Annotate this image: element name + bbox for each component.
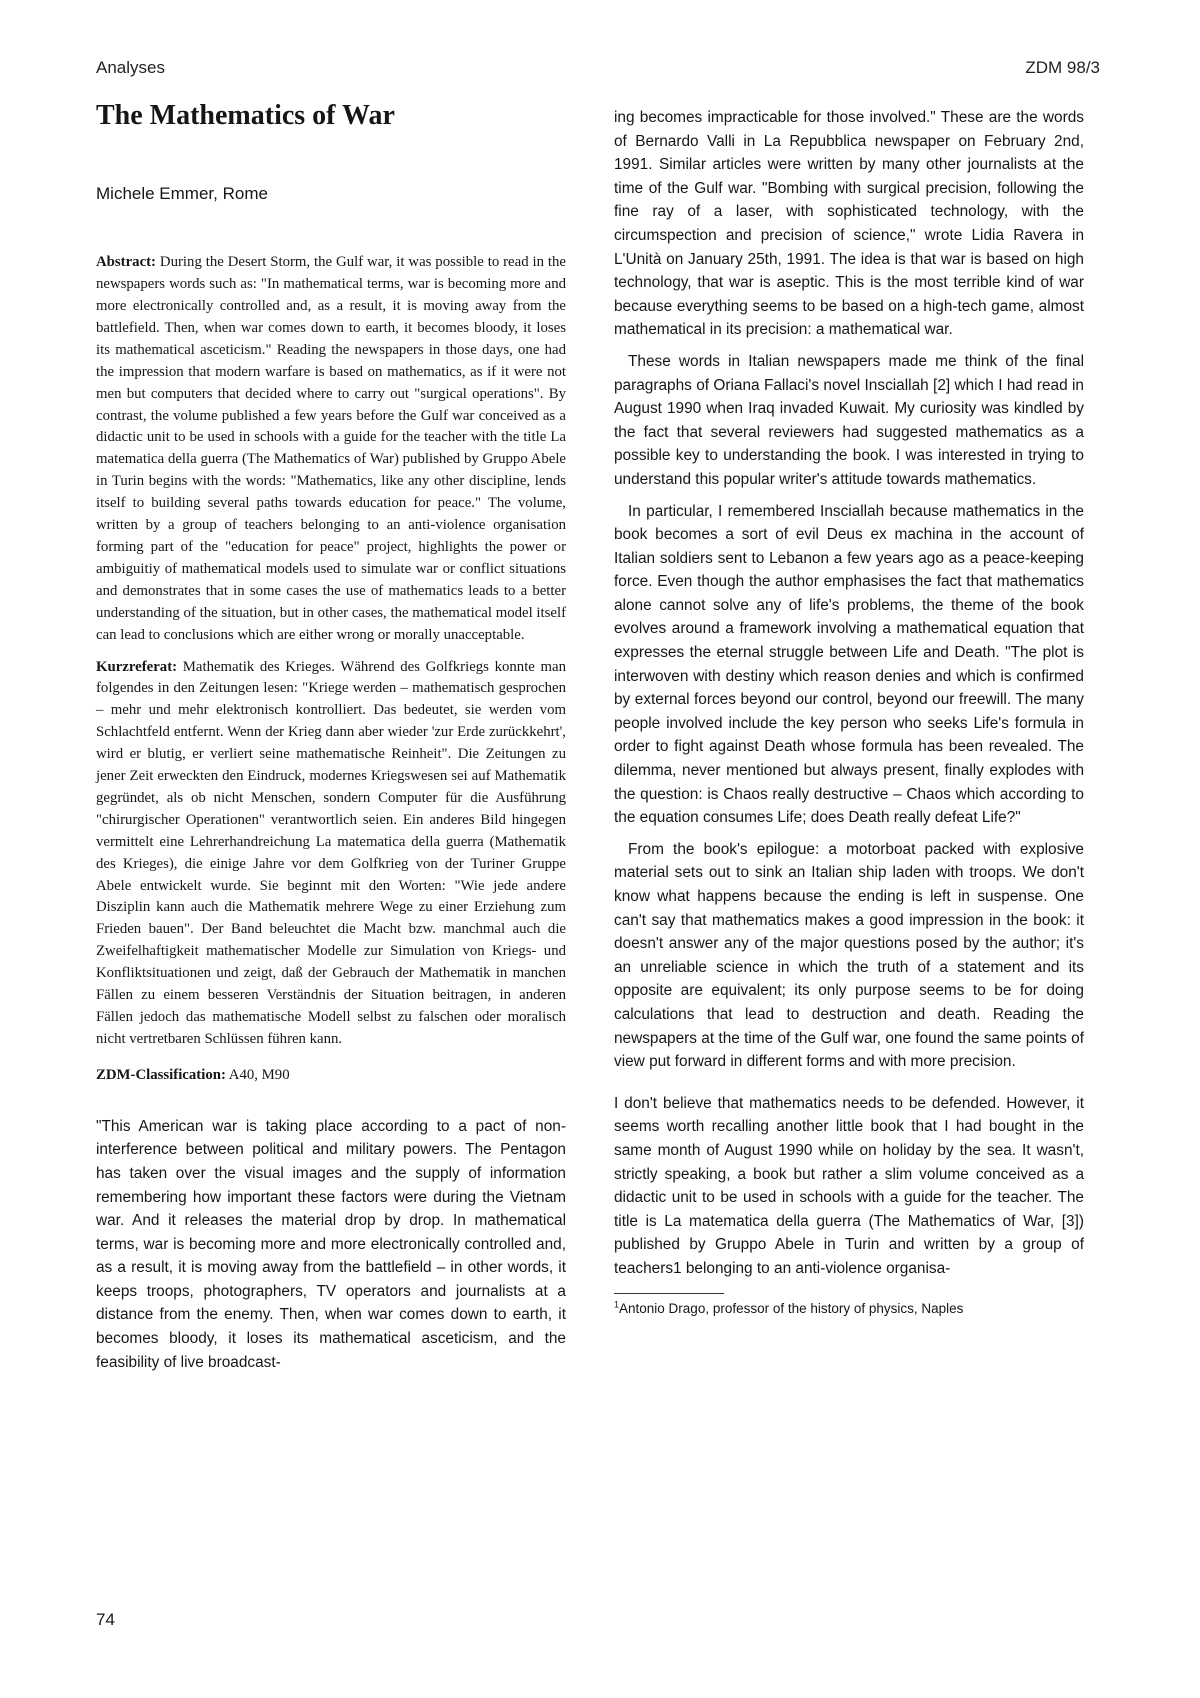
- right-column: [614, 100, 1084, 1318]
- left-column: [96, 100, 566, 1374]
- zdm-classification: [96, 1065, 566, 1087]
- footnote: [614, 1300, 1084, 1318]
- running-header-left: Analyses: [96, 58, 165, 77]
- abstract-text: During the Desert Storm, the Gulf war, it was possible to read in the newspapers words such as: "In mathematical terms, war is becoming more and more electronically controlled and, as a result, it is moving away from the battlefield. Then, when war comes down to earth, it becomes bloody, it loses its mathematical asceticism." Reading the newspapers in those days, one had the impression that modern warfare is based on mathematics, as if it were not men but computers that decided where to carry out "surgical operations". By contrast, the volume published a few years before the Gulf war conceived as a didactic unit to be used in schools with a guide for the teacher with the title La matematica della guerra (The Mathematics of War) published by Gruppo Abele in Turin begins with the words: "Mathematics, like any other discipline, lends itself to building several paths towards education for peace." The volume, written by a group of teachers belonging to an anti-violence organisation forming part of the "education for peace" project, highlights the power or ambiguitiy of mathematical models used to simulate war or conflict situations and demonstrates that in some cases the use of mathematics leads to a better understanding of the situation, but in other cases, the mathematical model itself can lead to conclusions which are either wrong or morally unacceptable.: [96, 254, 566, 643]
- page-number: 74: [96, 1610, 115, 1629]
- body-paragraph: "This American war is taking place according to a pact of non-interference between political and military powers. The Pentagon has taken over the visual images and the supply of information remembering how important these factors were during the Vietnam war. And it releases the material drop by drop. In mathematical terms, war is becoming more and more electronically controlled and, as a result, it is moving away from the battlefield – in other words, it keeps troops, photographers, TV operators and journalists at a distance from the enemy. Then, when war comes down to earth, it becomes bloody, it loses its mathematical asceticism, and the feasibility of live broadcast-: [96, 1117, 566, 1371]
- body-paragraph: These words in Italian newspapers made me think of the final paragraphs of Oriana Fallaci's novel Insciallah [2] which I had read in August 1990 when Iraq invaded Kuwait. My curiosity was kindled by the fact that several reviewers had suggested mathematics as a possible key to understanding the book. I was interested in trying to understand this popular writer's attitude towards mathematics.: [614, 352, 1084, 488]
- footnote-text: Antonio Drago, professor of the history of physics, Naples: [619, 1300, 964, 1316]
- abstract: [96, 252, 566, 646]
- kurzreferat: [96, 657, 566, 1051]
- body-paragraph: From the book's epilogue: a motorboat packed with explosive material sets out to sink an Italian ship laden with troops. We don't know what happens because the ending is left in suspense. One can't say that mathematics makes a good impression in the book: it doesn't answer any of the major questions posed by the author; it's an unreliable science in which the truth of a statement and its opposite are equivalent; its only purpose seems to be for doing calculations that lead to destruction and death. Reading the newspapers at the time of the Gulf war, one found the same points of view put forward in different forms and with more precision.: [614, 840, 1084, 1071]
- body-paragraph: I don't believe that mathematics needs to be defended. However, it seems worth recalling another little book that I had bought in the same month of August 1990 while on holiday by the sea. It wasn't, strictly speaking, a book but rather a slim volume conceived as a didactic unit to be used in schools with a guide for the teacher. The title is La matematica della guerra (The Mathematics of War, [3]) published by Gruppo Abele in Turin and written by a group of teachers1 belonging to an anti-violence organisa-: [614, 1094, 1084, 1277]
- body-paragraph: ing becomes impracticable for those involved." These are the words of Bernardo Valli in La Repubblica newspaper on February 2nd, 1991. Similar articles were written by many other journalists at the time of the Gulf war. "Bombing with surgical precision, following the fine ray of a laser, with sophisticated technology, with the circumspection and precision of science," wrote Lidia Ravera in L'Unità on January 25th, 1991. The idea is that war is based on high technology, that war is aseptic. This is the most terrible kind of war because everything seems to be based on a high-tech game, almost mathematical in its precision: a mathematical war.: [614, 109, 1084, 339]
- footnote-divider: [614, 1293, 724, 1294]
- classification-text: A40, M90: [228, 1066, 290, 1083]
- running-header-right: ZDM 98/3: [1025, 58, 1100, 77]
- author-line: Michele Emmer, Rome: [96, 184, 268, 204]
- classification-label: ZDM-Classification:: [96, 1066, 226, 1083]
- kurzreferat-text: Mathematik des Krieges. Während des Golfkriegs konnte man folgendes in den Zeitungen lesen: "Kriege werden – mathematisch gesprochen – mehr und mehr elektronisch kontrolliert. Das bedeutet, sie werden vom Schlachtfeld entfernt. Wenn der Krieg dann aber wieder 'zur Erde zurückkehrt', wird er blutig, er verliert seine mathematische Reinheit". Die Zeitungen zu jener Zeit erweckten den Eindruck, modernes Kriegswesen sei auf Mathematik gegründet, als ob nicht Menschen, sondern Computer für die Ausführung "chirurgischer Operationen" verantwortlich seien. Ein anderes Bild hingegen vermittelt eine Lehrerhandreichung La matematica della guerra (Mathematik des Krieges), die einige Jahre vor dem Golfkrieg von der Turiner Gruppe Abele entwickelt wurde. Sie beginnt mit den Worten: "Wie jede andere Disziplin kann auch die Mathematik mehrere Wege zu einer Erziehung zum Frieden bauen". Der Band beleuchtet die Macht bzw. manchmal auch die Zweifelhaftigkeit mathematischer Modelle zur Simulation von Kriegs- und Konfliktsituationen und zeigt, daß der Gebrauch der Mathematik in manchen Fällen zu einem besseren Verständnis der Situation beitragen, in anderen Fällen jedoch das mathematische Modell selbst zu falschen oder moralisch nicht vertretbaren Schlüssen führen kann.: [96, 658, 567, 1047]
- kurzreferat-label: Kurzreferat:: [96, 658, 178, 675]
- abstract-label: Abstract:: [96, 254, 156, 271]
- article-title: The Mathematics of War: [96, 100, 395, 131]
- footnote-mark: 1: [614, 1299, 620, 1309]
- body-paragraph: In particular, I remembered Insciallah because mathematics in the book becomes a sort of evil Deus ex machina in the account of Italian soldiers sent to Lebanon a few years ago as a peace-keeping force. Even though the author emphasises the fact that mathematics alone cannot solve any of life's problems, the theme of the book evolves around a framework involving a mathematical equation that expresses the eternal struggle between Life and Death. "The plot is interwoven with destiny which reason denies and which is confirmed by external forces beyond our control, beyond our freewill. The many people involved include the key person who seeks Life's formula in order to fight against Death whose formula has been revealed. The dilemma, never mentioned but always present, finally explodes with the question: is Chaos really destructive – Chaos which according to the equation consumes Life; does Death really defeat Life?": [614, 502, 1084, 827]
